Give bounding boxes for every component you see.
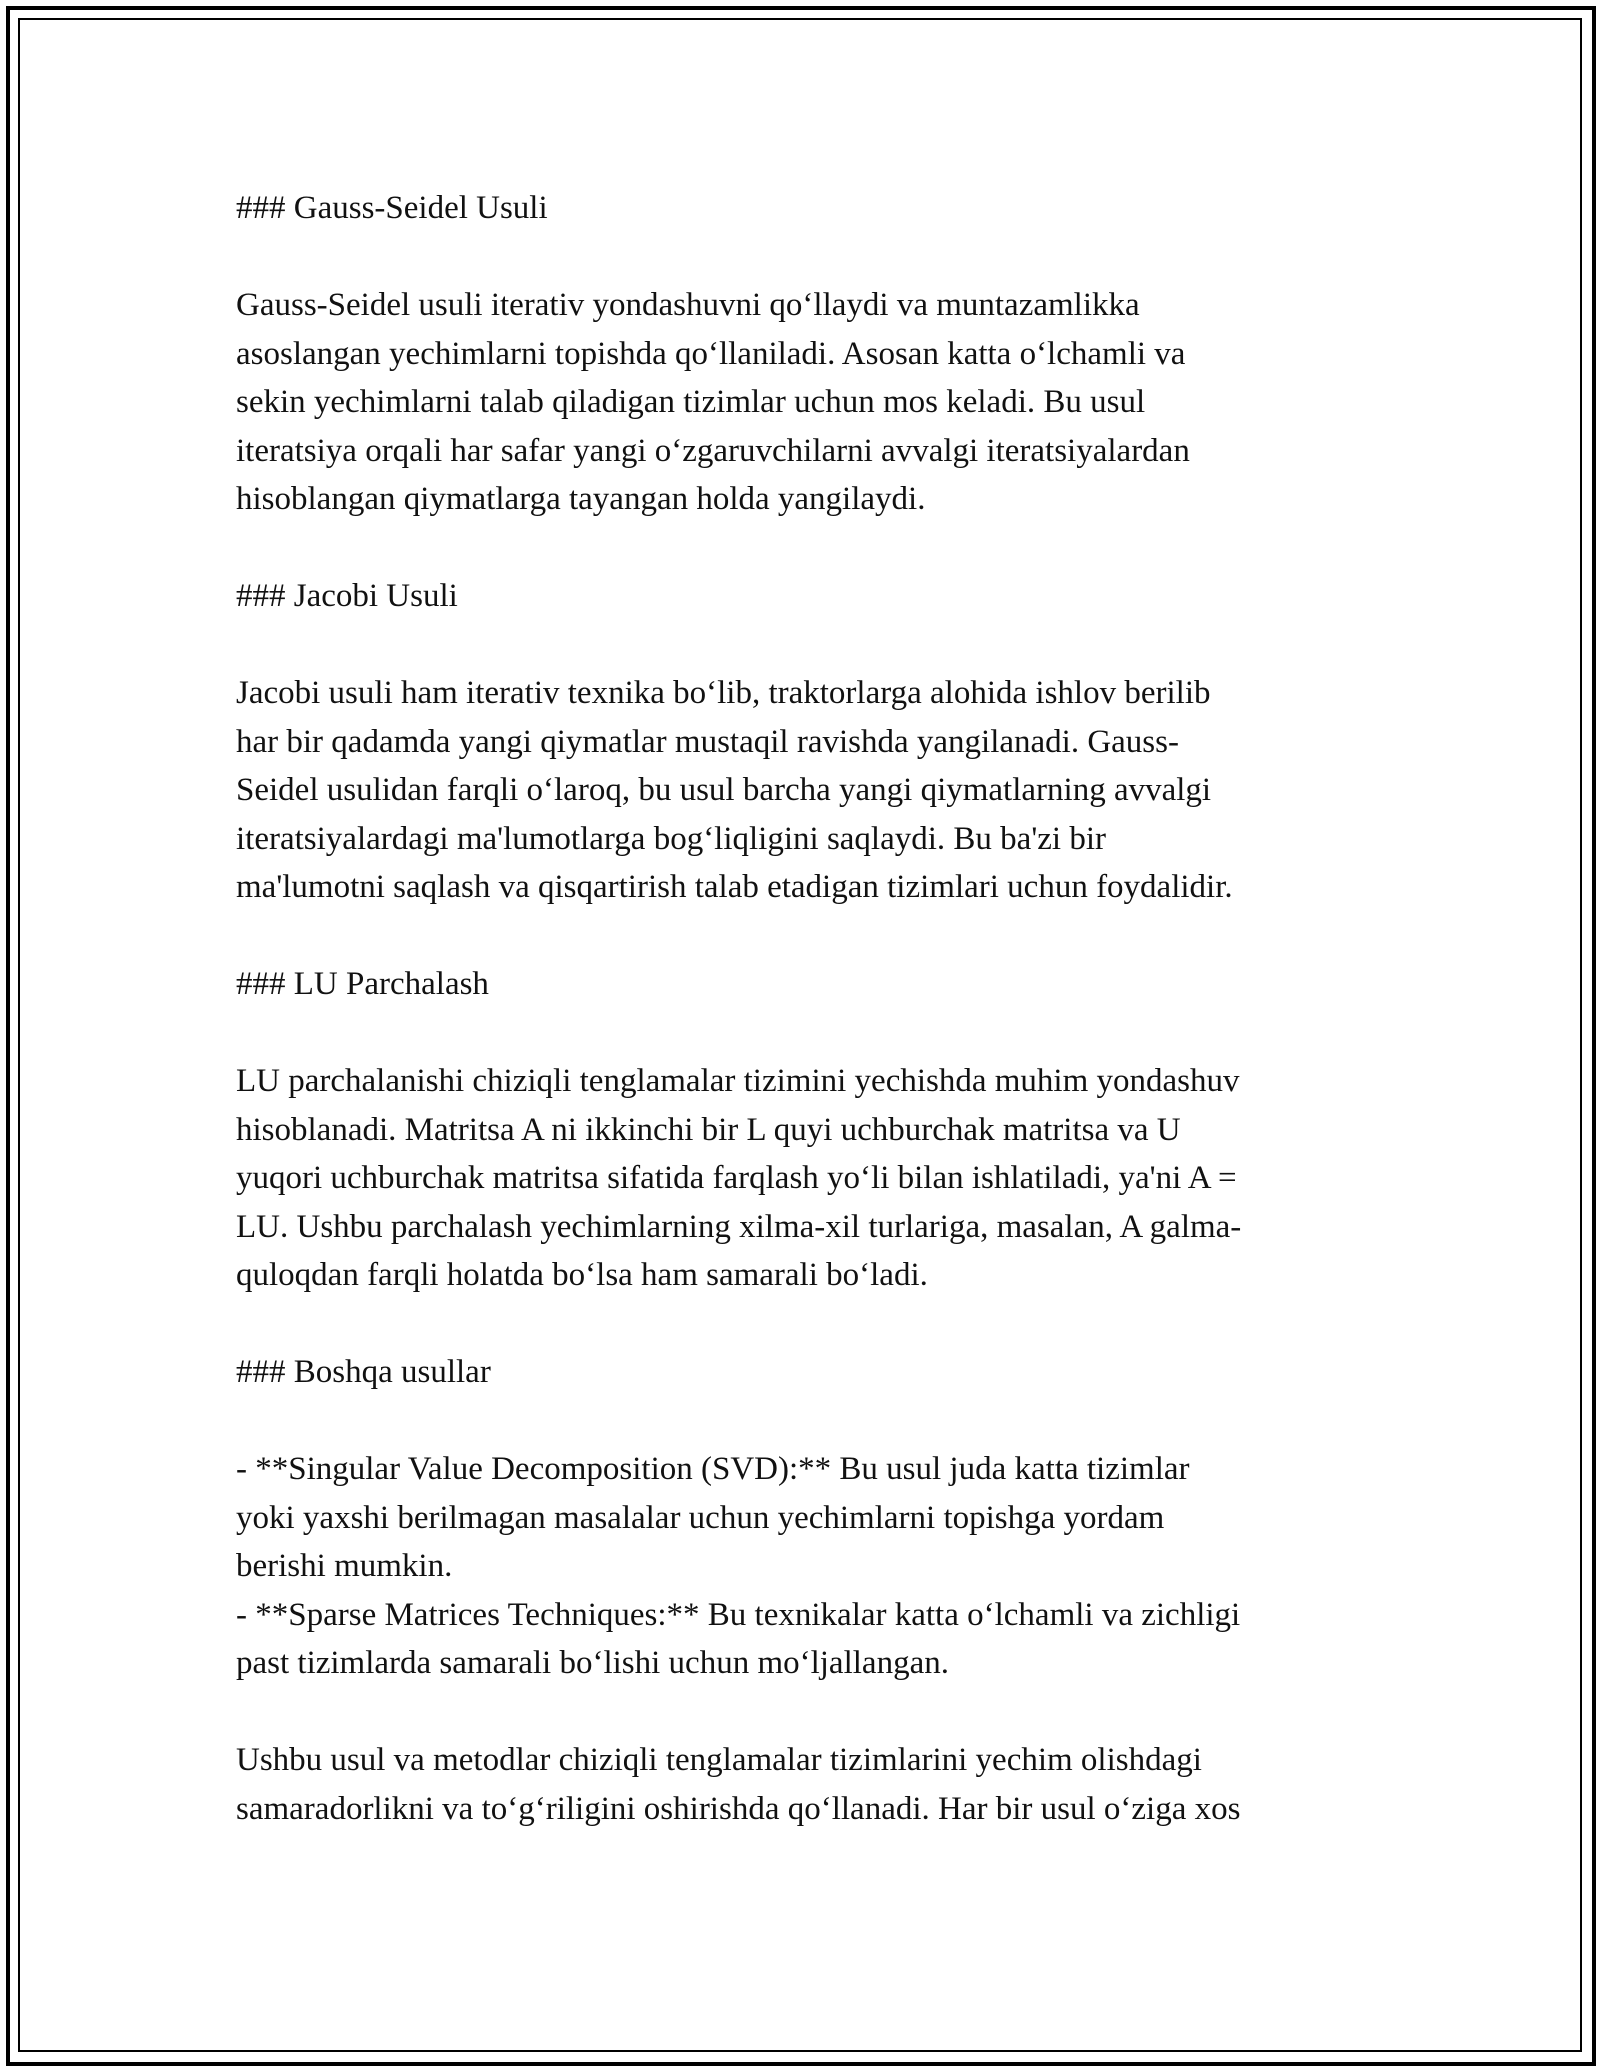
paragraph-line: ma'lumotni saqlash va qisqartirish talab etadigan tizimlari uchun foydalidir. <box>236 869 1233 905</box>
section-heading: ### Boshqa usullar <box>236 1354 491 1390</box>
paragraph <box>236 281 1366 524</box>
spacer <box>236 1009 1366 1058</box>
spacer <box>236 1688 1366 1737</box>
paragraph-line: Seidel usulidan farqli o‘laroq, bu usul barcha yangi qiymatlarning avvalgi <box>236 772 1212 808</box>
paragraph-line: quloqdan farqli holatda bo‘lsa ham samarali bo‘ladi. <box>236 1257 928 1293</box>
paragraph-line: Gauss-Seidel usuli iterativ yondashuvni qo‘llaydi va muntazamlikka <box>236 287 1140 323</box>
paragraph-line: iteratsiyalardagi ma'lumotlarga bog‘liqligini saqlaydi. Bu ba'zi bir <box>236 820 1106 857</box>
paragraph <box>236 1057 1366 1300</box>
spacer <box>236 1397 1366 1446</box>
closing-paragraph <box>236 1736 1366 1833</box>
spacer <box>236 233 1366 282</box>
paragraph-line: har bir qadamda yangi qiymatlar mustaqil ravishda yangilanadi. Gauss- <box>236 723 1179 760</box>
spacer <box>236 1300 1366 1349</box>
paragraph-line: hisoblangan qiymatlarga tayangan holda yangilaydi. <box>236 481 926 517</box>
paragraph-line: samaradorlikni va to‘g‘riligini oshirishda qo‘llanadi. Har bir usul o‘ziga xos <box>236 1790 1241 1827</box>
section-heading: ### LU Parchalash <box>236 966 489 1002</box>
paragraph-line: iteratsiya orqali har safar yangi o‘zgaruvchilarni avvalgi iteratsiyalardan <box>236 432 1190 469</box>
list-item-line: - **Sparse Matrices Techniques:** Bu texnikalar katta o‘lchamli va zichligi <box>236 1596 1241 1633</box>
section-heading: ### Gauss-Seidel Usuli <box>236 190 548 226</box>
paragraph-line: Jacobi usuli ham iterativ texnika bo‘lib, traktorlarga alohida ishlov berilib <box>236 675 1211 711</box>
list-item-line: berishi mumkin. <box>236 1548 453 1584</box>
paragraph-line: asoslangan yechimlarni topishda qo‘llaniladi. Asosan katta o‘lchamli va <box>236 335 1186 372</box>
paragraph <box>236 669 1366 912</box>
list-item-line: - **Singular Value Decomposition (SVD):** Bu usul juda katta tizimlar <box>236 1451 1190 1487</box>
list-item-line: past tizimlarda samarali bo‘lishi uchun mo‘ljallangan. <box>236 1645 949 1681</box>
paragraph-line: Ushbu usul va metodlar chiziqli tenglamalar tizimlarini yechim olishdagi <box>236 1742 1202 1778</box>
spacer <box>236 621 1366 670</box>
paragraph-line: hisoblanadi. Matritsa A ni ikkinchi bir L quyi uchburchak matritsa va U <box>236 1111 1181 1148</box>
list-item-line: yoki yaxshi berilmagan masalalar uchun yechimlarni topishga yordam <box>236 1499 1165 1536</box>
section-heading: ### Jacobi Usuli <box>236 578 458 614</box>
paragraph-line: yuqori uchburchak matritsa sifatida farqlash yo‘li bilan ishlatiladi, ya'ni A = <box>236 1160 1237 1196</box>
bullet-list <box>236 1445 1366 1688</box>
spacer <box>236 912 1366 961</box>
paragraph-line: LU parchalanishi chiziqli tenglamalar tizimini yechishda muhim yondashuv <box>236 1063 1240 1099</box>
paragraph-line: LU. Ushbu parchalash yechimlarning xilma-xil turlariga, masalan, A galma- <box>236 1208 1242 1245</box>
document-body <box>236 184 1366 1833</box>
spacer <box>236 524 1366 573</box>
paragraph-line: sekin yechimlarni talab qiladigan tizimlar uchun mos keladi. Bu usul <box>236 384 1146 420</box>
